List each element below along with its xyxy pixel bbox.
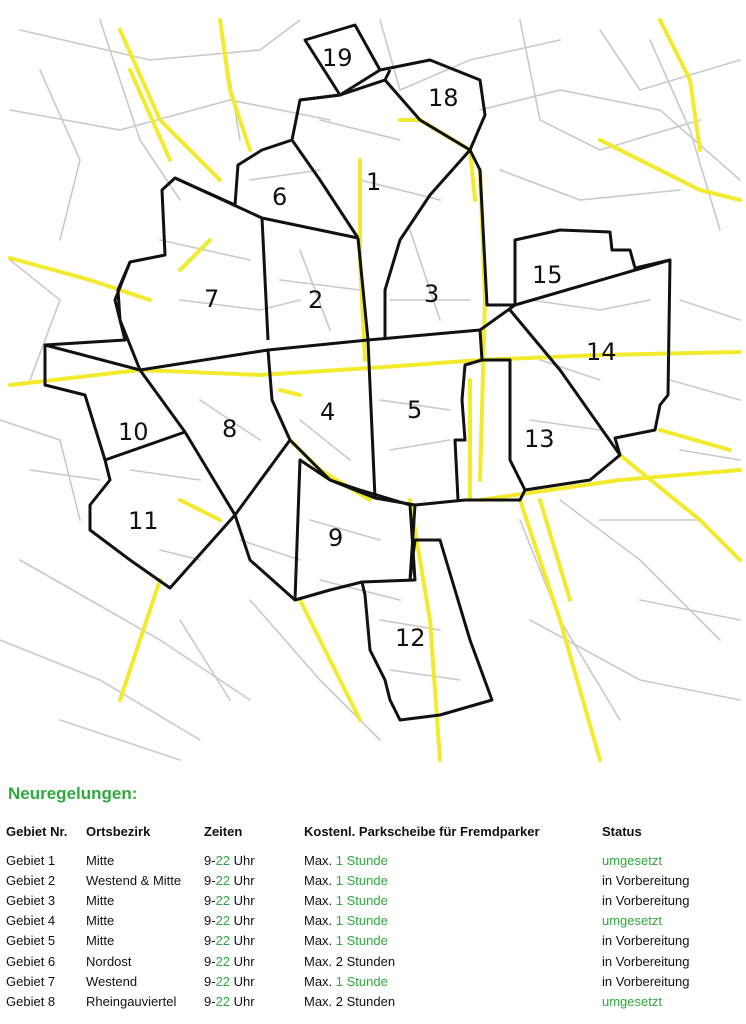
table-row — [6, 991, 742, 1011]
cell-text: 9- — [204, 872, 216, 888]
zone-label: 14 — [586, 338, 617, 366]
cell-text: Mitte — [86, 852, 115, 868]
cell-text: in Vorbereitung — [602, 953, 690, 969]
cell-text: 22 — [215, 993, 231, 1009]
cell-text: 9- — [204, 933, 216, 949]
cell-text: 1 Stunde — [335, 892, 388, 908]
cell-text: Uhr — [230, 933, 255, 949]
cell-text: in Vorbereitung — [602, 973, 690, 989]
cell-text: 1 Stunde — [335, 933, 388, 949]
cell-zeiten — [204, 971, 304, 991]
cell-text: umgesetzt — [602, 993, 662, 1009]
cell-zeiten — [204, 911, 304, 931]
cell-text: umgesetzt — [602, 913, 662, 929]
regulation-table — [6, 820, 742, 1012]
cell-gebiet — [6, 931, 86, 951]
cell-text: Uhr — [230, 872, 255, 888]
cell-parkscheibe — [304, 850, 602, 870]
cell-ortsbezirk — [86, 890, 204, 910]
regulation-legend — [0, 770, 746, 1024]
header-ortsbezirk: Ortsbezirk — [86, 823, 151, 839]
cell-parkscheibe — [304, 971, 602, 991]
cell-text: 1 Stunde — [335, 852, 388, 868]
legend-title: Neuregelungen: — [8, 784, 138, 803]
cell-text: Mitte — [86, 913, 115, 929]
cell-text: 22 — [215, 892, 231, 908]
cell-text: in Vorbereitung — [602, 892, 690, 908]
cell-text: Uhr — [230, 973, 255, 989]
cell-status — [602, 951, 742, 971]
table-header-row — [6, 820, 742, 842]
table-row — [6, 870, 742, 890]
cell-text: 9- — [204, 892, 216, 908]
cell-parkscheibe — [304, 870, 602, 890]
cell-gebiet — [6, 991, 86, 1011]
cell-text: Nordost — [86, 953, 132, 969]
cell-parkscheibe — [304, 951, 602, 971]
table-row — [6, 850, 742, 870]
zone-label: 8 — [222, 415, 238, 443]
table-row — [6, 911, 742, 931]
cell-ortsbezirk — [86, 971, 204, 991]
cell-text: 9- — [204, 852, 216, 868]
cell-parkscheibe — [304, 911, 602, 931]
cell-text: Gebiet 5 — [6, 933, 56, 949]
cell-text: Uhr — [230, 953, 255, 969]
cell-ortsbezirk — [86, 850, 204, 870]
table-row — [6, 931, 742, 951]
zone-label: 5 — [407, 396, 423, 424]
zone-label: 9 — [328, 524, 344, 552]
cell-text: 22 — [215, 973, 231, 989]
header-status: Status — [602, 823, 642, 839]
cell-text: Uhr — [230, 852, 255, 868]
header-parkscheibe: Kostenl. Parkscheibe für Fremdparker — [304, 823, 540, 839]
zone-label: 18 — [428, 84, 459, 112]
cell-text: 1 Stunde — [335, 973, 388, 989]
cell-status — [602, 971, 742, 991]
cell-gebiet — [6, 850, 86, 870]
zone-label: 10 — [118, 418, 149, 446]
zone-label: 11 — [128, 507, 159, 535]
cell-text: 2 Stunden — [335, 953, 396, 969]
zone-label: 12 — [395, 624, 426, 652]
table-row — [6, 951, 742, 971]
table-row — [6, 890, 742, 910]
cell-text: Uhr — [230, 993, 255, 1009]
cell-text: 2 Stunden — [335, 993, 396, 1009]
cell-text: Westend & Mitte — [86, 872, 182, 888]
cell-text: umgesetzt — [602, 852, 662, 868]
zone-label: 6 — [272, 183, 288, 211]
cell-text: Max. — [304, 993, 336, 1009]
cell-text: Rheingauviertel — [86, 993, 177, 1009]
cell-text: in Vorbereitung — [602, 872, 690, 888]
cell-status — [602, 991, 742, 1011]
cell-text: Max. — [304, 933, 336, 949]
cell-text: 22 — [215, 852, 231, 868]
cell-status — [602, 850, 742, 870]
cell-text: Westend — [86, 973, 138, 989]
cell-text: Max. — [304, 913, 336, 929]
cell-parkscheibe — [304, 991, 602, 1011]
cell-text: Gebiet 3 — [6, 892, 56, 908]
zone-label: 15 — [532, 261, 563, 289]
cell-text: Uhr — [230, 892, 255, 908]
cell-text: 9- — [204, 973, 216, 989]
cell-status — [602, 931, 742, 951]
cell-status — [602, 911, 742, 931]
zone-label: 7 — [204, 285, 220, 313]
cell-gebiet — [6, 951, 86, 971]
cell-zeiten — [204, 850, 304, 870]
cell-text: Max. — [304, 953, 336, 969]
cell-text: 9- — [204, 993, 216, 1009]
cell-text: Max. — [304, 872, 336, 888]
cell-status — [602, 890, 742, 910]
cell-status — [602, 870, 742, 890]
cell-gebiet — [6, 890, 86, 910]
cell-zeiten — [204, 870, 304, 890]
cell-zeiten — [204, 951, 304, 971]
cell-ortsbezirk — [86, 911, 204, 931]
cell-text: 22 — [215, 933, 231, 949]
cell-text: Uhr — [230, 913, 255, 929]
cell-text: 1 Stunde — [335, 913, 388, 929]
cell-zeiten — [204, 890, 304, 910]
cell-text: 22 — [215, 913, 231, 929]
cell-text: Mitte — [86, 892, 115, 908]
table-row — [6, 971, 742, 991]
cell-parkscheibe — [304, 890, 602, 910]
cell-ortsbezirk — [86, 870, 204, 890]
cell-ortsbezirk — [86, 991, 204, 1011]
cell-text: in Vorbereitung — [602, 933, 690, 949]
cell-parkscheibe — [304, 931, 602, 951]
cell-text: Gebiet 1 — [6, 852, 56, 868]
cell-text: Gebiet 8 — [6, 993, 56, 1009]
zone-label: 3 — [424, 280, 440, 308]
cell-text: 9- — [204, 953, 216, 969]
cell-text: Gebiet 2 — [6, 872, 56, 888]
cell-ortsbezirk — [86, 951, 204, 971]
cell-text: Mitte — [86, 933, 115, 949]
cell-text: Gebiet 7 — [6, 973, 56, 989]
cell-text: Gebiet 4 — [6, 913, 56, 929]
cell-text: Gebiet 6 — [6, 953, 56, 969]
cell-zeiten — [204, 991, 304, 1011]
zone-label: 13 — [524, 425, 555, 453]
cell-gebiet — [6, 870, 86, 890]
cell-gebiet — [6, 911, 86, 931]
cell-zeiten — [204, 931, 304, 951]
zone-label: 4 — [320, 398, 336, 426]
cell-text: 22 — [215, 872, 231, 888]
cell-text: 22 — [215, 953, 231, 969]
cell-text: 1 Stunde — [335, 872, 388, 888]
cell-text: Max. — [304, 852, 336, 868]
zone-label: 1 — [366, 168, 382, 196]
cell-gebiet — [6, 971, 86, 991]
header-gebiet: Gebiet Nr. — [6, 823, 68, 839]
cell-ortsbezirk — [86, 931, 204, 951]
zone-label: 2 — [308, 286, 324, 314]
header-zeiten: Zeiten — [204, 823, 243, 839]
cell-text: 9- — [204, 913, 216, 929]
cell-text: Max. — [304, 973, 336, 989]
cell-text: Max. — [304, 892, 336, 908]
zone-label: 19 — [322, 44, 353, 72]
